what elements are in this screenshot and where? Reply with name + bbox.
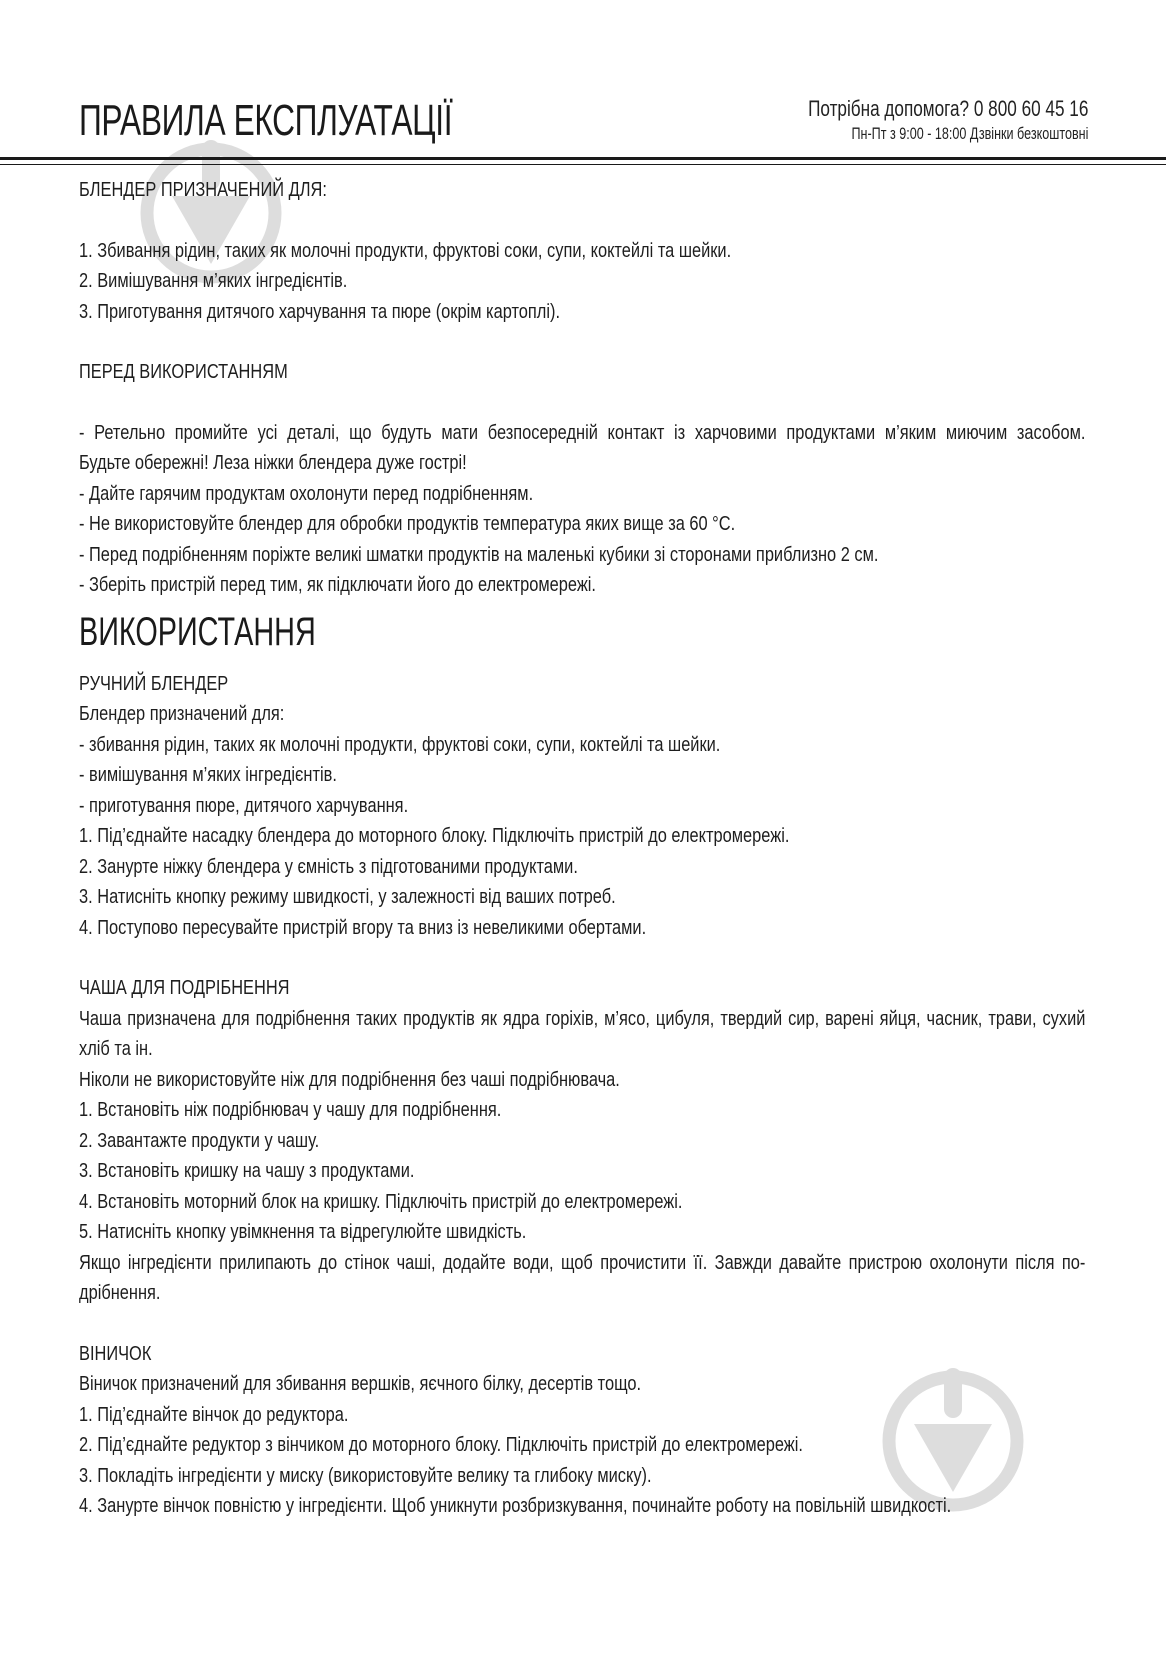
- whisk-heading: ВІНИЧОК: [79, 1341, 152, 1365]
- list-item: 1. Під’єднайте насадку блендера до моторного блоку. Підключіть пристрій до електромережі.: [79, 824, 790, 847]
- list-item: Якщо інгредієнти прилипають до стінок чаші, додайте води, щоб прочистити її. Завжди давайте пристрою охолонути після по-: [79, 1250, 1086, 1274]
- list-item: 4. Поступово пересувайте пристрій вгору та вниз із невеликими обертами.: [79, 915, 647, 939]
- document-title: ПРАВИЛА ЕКСПЛУАТАЦІЇ: [79, 96, 453, 145]
- list-item: Ніколи не використовуйте ніж для подрібнення без чаші подрібнювача.: [79, 1067, 620, 1091]
- list-item: 2. Завантажте продукти у чашу.: [79, 1128, 320, 1152]
- list-item: - Ретельно промийте усі деталі, що будуть мати безпосередній контакт із харчовими продуктами м’яким миючим засобом.: [79, 420, 1086, 444]
- list-item: 1. Встановіть ніж подрібнювач у чашу для подрібнення.: [79, 1098, 502, 1121]
- list-item: - приготування пюре, дитячого харчування.: [79, 793, 409, 817]
- list-item: - вимішування м’яких інгредієнтів.: [79, 763, 337, 786]
- header-divider: [0, 157, 1166, 160]
- support-hours: Пн-Пт з 9:00 - 18:00 Дзвінки безкоштовні: [851, 124, 1088, 143]
- hand-blender-heading: РУЧНИЙ БЛЕНДЕР: [79, 671, 229, 695]
- list-item: 1. Збивання рідин, таких як молочні продукти, фруктові соки, супи, коктейлі та шейки.: [79, 238, 732, 262]
- list-item: Віничок призначений для збивання вершків, яєчного білку, десертів тощо.: [79, 1372, 642, 1395]
- list-item: 2. Занурте ніжку блендера у ємність з підготованими продуктами.: [79, 854, 578, 878]
- purpose-heading: БЛЕНДЕР ПРИЗНАЧЕНИЙ ДЛЯ:: [79, 178, 327, 201]
- list-item: - Дайте гарячим продуктам охолонути перед подрібненням.: [79, 481, 534, 505]
- list-item: 3. Встановіть кришку на чашу з продуктами.: [79, 1159, 415, 1182]
- list-item: 4. Встановіть моторний блок на кришку. Підключіть пристрій до електромережі.: [79, 1189, 683, 1213]
- chopper-heading: ЧАША ДЛЯ ПОДРІБНЕННЯ: [79, 976, 290, 999]
- list-item: 2. Під’єднайте редуктор з вінчиком до моторного блоку. Підключіть пристрій до електромережі.: [79, 1433, 803, 1456]
- list-item: 3. Приготування дитячого харчування та пюре (окрім картоплі).: [79, 299, 561, 323]
- support-phone: Потрібна допомога? 0 800 60 45 16: [807, 96, 1088, 121]
- page-content: [79, 175, 1089, 1522]
- list-item: 1. Під’єднайте вінчок до редуктора.: [79, 1402, 349, 1426]
- list-item: 2. Вимішування м’яких інгредієнтів.: [79, 269, 348, 292]
- list-item: - збивання рідин, таких як молочні продукти, фруктові соки, супи, коктейлі та шейки.: [79, 732, 721, 756]
- list-item: Блендер призначений для:: [79, 702, 285, 725]
- list-item: 5. Натисніть кнопку увімкнення та відрегулюйте швидкість.: [79, 1220, 527, 1243]
- before-use-heading: ПЕРЕД ВИКОРИСТАННЯМ: [79, 360, 288, 383]
- support-info: [729, 96, 1088, 144]
- list-item: хліб та ін.: [79, 1037, 153, 1060]
- list-item: - Перед подрібненням поріжте великі шматки продуктів на маленькі кубики зі сторонами приблизно 2 см.: [79, 542, 879, 566]
- list-item: 4. Занурте вінчок повністю у інгредієнти. Щоб уникнути розбризкування, починайте роботу на повільній швидкості.: [79, 1494, 952, 1517]
- list-item: - Не використовуйте блендер для обробки продуктів температура яких вище за 60 °С.: [79, 512, 736, 535]
- list-item: Чаша призначена для подрібнення таких продуктів як ядра горіхів, м’ясо, цибуля, твердий сир, варені яйця, часник, трави, сухий: [79, 1006, 1086, 1030]
- list-item: 3. Покладіть інгредієнти у миску (використовуйте велику та глибоку миску).: [79, 1463, 652, 1487]
- list-item: Будьте обережні! Леза ніжки блендера дуже гострі!: [79, 451, 467, 474]
- page-header: [79, 96, 1088, 156]
- header-divider-thin: [0, 164, 1166, 165]
- usage-title: ВИКОРИСТАННЯ: [79, 609, 316, 654]
- list-item: 3. Натисніть кнопку режиму швидкості, у залежності від ваших потреб.: [79, 885, 616, 908]
- list-item: - Зберіть пристрій перед тим, як підключати його до електромережі.: [79, 573, 596, 596]
- list-item: дрібнення.: [79, 1281, 161, 1304]
